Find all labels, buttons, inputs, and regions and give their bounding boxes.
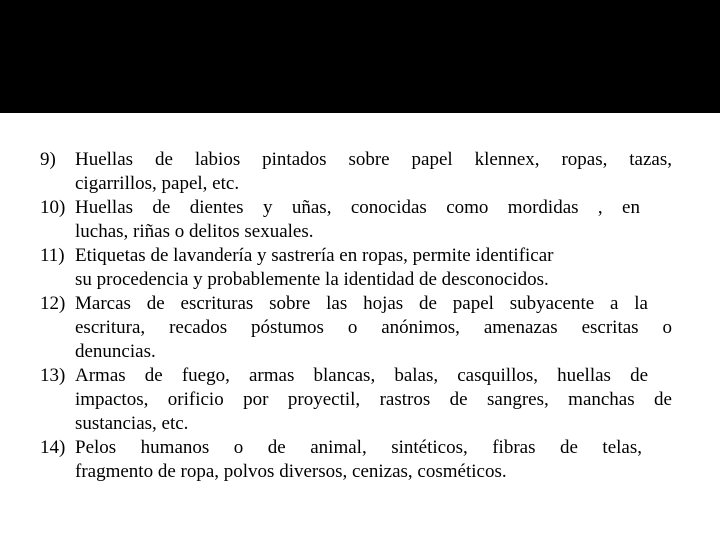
item-number: 13) <box>40 365 66 386</box>
item-text-line: impactos, orificio por proyectil, rastros de sangres, manchas de <box>75 389 672 410</box>
item-text-line: cigarrillos, papel, etc. <box>75 173 240 194</box>
item-number: 10) <box>40 197 66 218</box>
item-text-line: sustancias, etc. <box>75 413 189 434</box>
item-number: 12) <box>40 293 66 314</box>
item-text-line: su procedencia y probablemente la identidad de desconocidos. <box>75 269 549 290</box>
item-text-line: luchas, riñas o delitos sexuales. <box>75 221 314 242</box>
item-text-line: Pelos humanos o de animal, sintéticos, fibras de telas, <box>75 437 642 458</box>
item-text-line: escritura, recados póstumos o anónimos, amenazas escritas o <box>75 317 672 338</box>
item-text-line: fragmento de ropa, polvos diversos, cenizas, cosméticos. <box>75 461 507 482</box>
item-text-line: Etiquetas de lavandería y sastrería en ropas, permite identificar <box>75 245 554 266</box>
item-text-line: Armas de fuego, armas blancas, balas, casquillos, huellas de <box>75 365 648 386</box>
item-text-line: denuncias. <box>75 341 156 362</box>
header-band <box>0 0 720 113</box>
item-text-line: Huellas de dientes y uñas, conocidas como mordidas , en <box>75 197 640 218</box>
item-text-line: Marcas de escrituras sobre las hojas de papel subyacente a la <box>75 293 648 314</box>
item-text-line: Huellas de labios pintados sobre papel klennex, ropas, tazas, <box>75 149 672 170</box>
item-number: 11) <box>40 245 65 266</box>
item-number: 9) <box>40 149 56 170</box>
item-number: 14) <box>40 437 66 458</box>
